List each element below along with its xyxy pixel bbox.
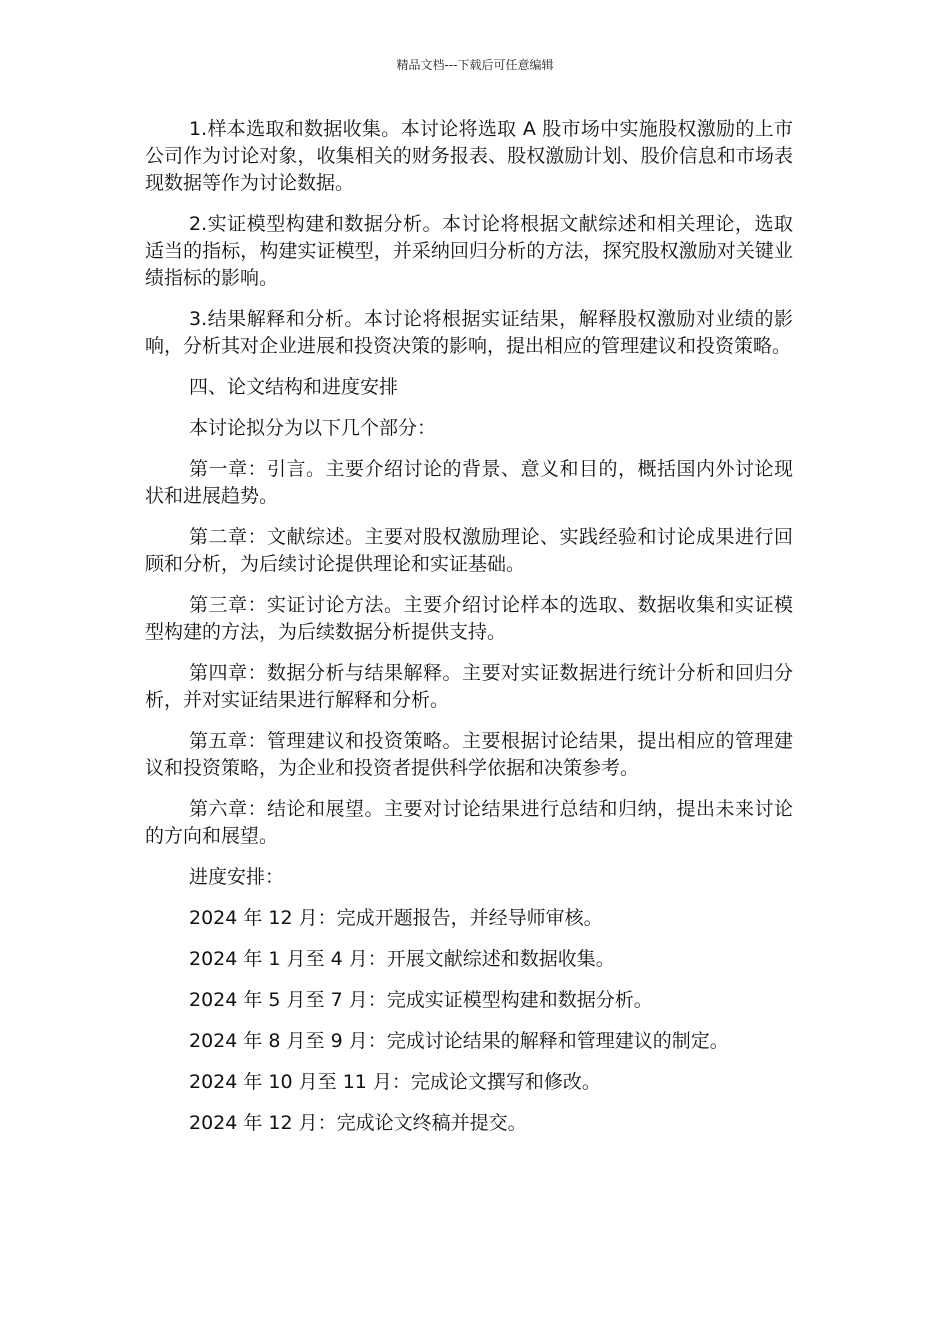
schedule-item: 2024 年 8 月至 9 月：完成讨论结果的解释和管理建议的制定。 bbox=[189, 1030, 729, 1052]
section-heading-structure-schedule: 四、论文结构和进度安排 bbox=[189, 376, 399, 398]
chapter-2: 第二章：文献综述。主要对股权激励理论、实践经验和讨论成果进行回顾和分析，为后续讨论提供理论和实证基础。 bbox=[145, 526, 793, 575]
document-body bbox=[145, 116, 793, 1151]
paragraph-result-analysis: 3.结果解释和分析。本讨论将根据实证结果，解释股权激励对业绩的影响，分析其对企业进展和投资决策的影响，提出相应的管理建议和投资策略。 bbox=[145, 308, 793, 357]
page-header: 精品文档---下载后可任意编辑 bbox=[396, 58, 554, 72]
chapter-1: 第一章：引言。主要介绍讨论的背景、意义和目的，概括国内外讨论现状和进展趋势。 bbox=[145, 458, 793, 507]
schedule-item: 2024 年 12 月：完成开题报告，并经导师审核。 bbox=[189, 907, 603, 929]
schedule-heading: 进度安排： bbox=[189, 866, 285, 888]
schedule-item: 2024 年 10 月至 11 月：完成论文撰写和修改。 bbox=[189, 1071, 601, 1093]
schedule-item: 2024 年 5 月至 7 月：完成实证模型构建和数据分析。 bbox=[189, 989, 653, 1011]
paragraph-parts-intro: 本讨论拟分为以下几个部分： bbox=[189, 417, 437, 439]
schedule-item: 2024 年 1 月至 4 月：开展文献综述和数据收集。 bbox=[189, 948, 615, 970]
chapter-3: 第三章：实证讨论方法。主要介绍讨论样本的选取、数据收集和实证模型构建的方法，为后续数据分析提供支持。 bbox=[145, 594, 793, 643]
paragraph-empirical-model: 2.实证模型构建和数据分析。本讨论将根据文献综述和相关理论，选取适当的指标，构建实证模型，并采纳回归分析的方法，探究股权激励对关键业绩指标的影响。 bbox=[145, 213, 793, 289]
chapter-4: 第四章：数据分析与结果解释。主要对实证数据进行统计分析和回归分析，并对实证结果进行解释和分析。 bbox=[145, 662, 793, 711]
paragraph-sample-selection: 1.样本选取和数据收集。本讨论将选取 A 股市场中实施股权激励的上市公司作为讨论对象，收集相关的财务报表、股权激励计划、股价信息和市场表现数据等作为讨论数据。 bbox=[145, 118, 793, 194]
chapter-6: 第六章：结论和展望。主要对讨论结果进行总结和归纳，提出未来讨论的方向和展望。 bbox=[145, 798, 793, 847]
chapter-5: 第五章：管理建议和投资策略。主要根据讨论结果，提出相应的管理建议和投资策略，为企业和投资者提供科学依据和决策参考。 bbox=[145, 730, 793, 779]
schedule-item: 2024 年 12 月：完成论文终稿并提交。 bbox=[189, 1112, 527, 1134]
